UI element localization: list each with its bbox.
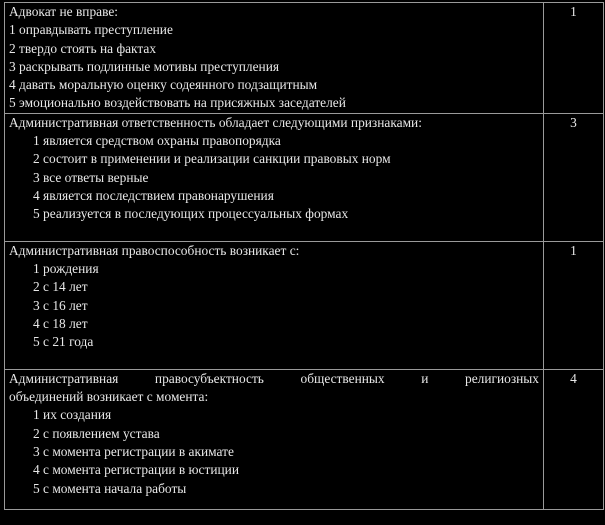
question-text-line-1: Административная правосубъектность общественных и религиозных (9, 370, 539, 386)
answer-option: 2 состоит в применении и реализации санкции правовых норм (33, 151, 391, 167)
answer-key-cell: 4 (544, 369, 604, 509)
answer-option: 1 рождения (33, 261, 99, 277)
answer-option: 1 оправдывать преступление (9, 22, 173, 38)
question-text-line-2: объединений возникает с момента: (9, 389, 209, 405)
question-row (5, 241, 604, 369)
answer-key-cell: 3 (544, 113, 604, 241)
answer-key-cell: 1 (544, 3, 604, 114)
question-cell (5, 3, 544, 114)
answer-option: 5 с 21 года (33, 334, 94, 350)
question-cell (5, 241, 544, 369)
question-row (5, 3, 604, 114)
answer-option: 2 с 14 лет (33, 279, 88, 295)
answer-option: 4 с момента регистрации в юстиции (33, 462, 240, 478)
question-cell (5, 369, 544, 509)
answer-option: 4 давать моральную оценку содеянного подзащитным (9, 77, 318, 93)
answer-option: 3 с момента регистрации в акимате (33, 443, 234, 459)
answer-option: 4 является последствием правонарушения (33, 187, 274, 203)
answer-option: 2 с появлением устава (33, 425, 160, 441)
question-text: Административная ответственность обладает следующими признаками: (9, 114, 422, 130)
answer-option: 3 с 16 лет (33, 297, 88, 313)
answer-option: 1 является средством охраны правопорядка (33, 133, 281, 149)
answer-option: 5 эмоционально воздействовать на присяжных заседателей (9, 95, 346, 111)
answer-option: 3 все ответы верные (33, 169, 149, 185)
answer-key-cell: 1 (544, 241, 604, 369)
question-row (5, 113, 604, 241)
question-cell (5, 113, 544, 241)
answer-option: 1 их создания (33, 407, 112, 423)
answer-option: 5 с момента начала работы (33, 480, 187, 496)
answer-option: 5 реализуется в последующих процессуальных формах (33, 206, 349, 222)
answer-option: 2 твердо стоять на фактах (9, 40, 157, 56)
answer-option: 4 с 18 лет (33, 315, 88, 331)
question-table (4, 2, 604, 510)
answer-option: 3 раскрывать подлинные мотивы преступления (9, 58, 280, 74)
question-row (5, 369, 604, 509)
question-text: Адвокат не вправе: (9, 4, 119, 19)
question-text: Административная правоспособность возникает с: (9, 242, 300, 258)
